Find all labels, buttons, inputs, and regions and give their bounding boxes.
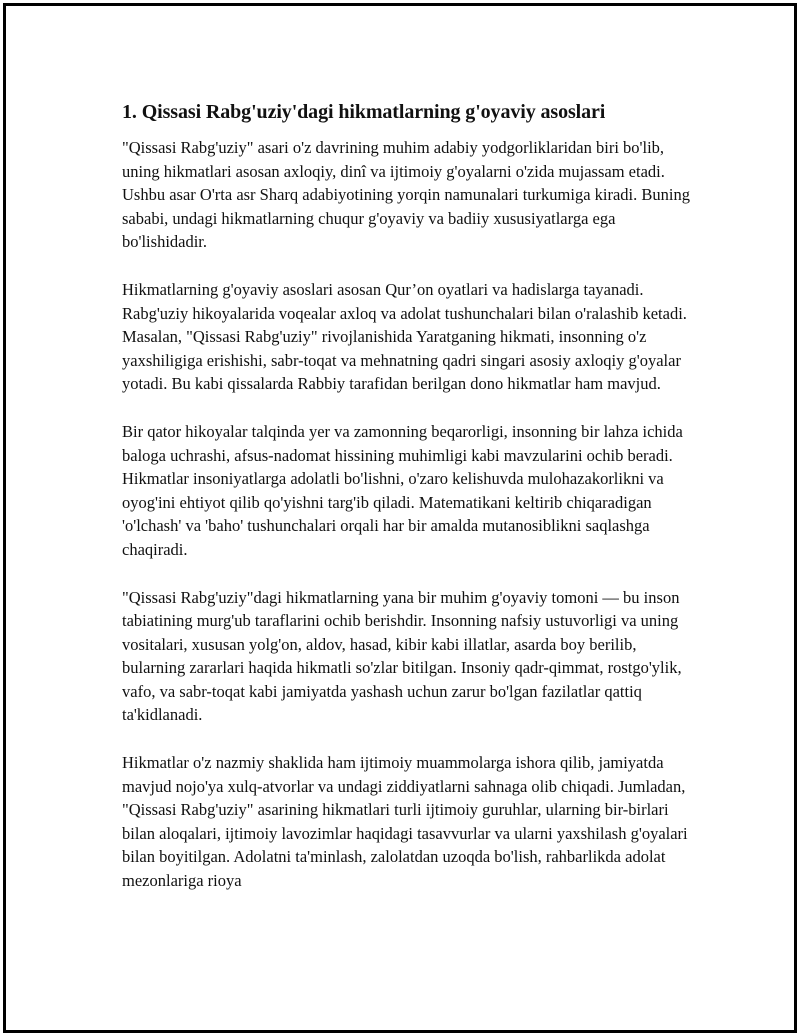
paragraph-5: Hikmatlar o'z nazmiy shaklida ham ijtimoiy muammolarga ishora qilib, jamiyatda mavjud nojo'ya xulq-atvorlar va undagi ziddiyatlarni sahnaga olib chiqadi. Jumladan, "Qissasi Rabg'uziy" asarining hikmatlari turli ijtimoiy guruhlar, ularning bir-birlari bilan aloqalari, ijtimoiy lavozimlar haqidagi tasavvurlar va ularni yaxshilash g'oyalari bilan boyitilgan. Adolatni ta'minlash, zalolatdan uzoqda bo'lish, rahbarlikda adolat mezonlariga rioya xyxy=(122,753,688,891)
paragraph-1: "Qissasi Rabg'uziy" asari o'z davrining muhim adabiy yodgorliklaridan biri bo'lib, uning hikmatlari asosan axloqiy, dinî va ijtimoiy g'oyalarni o'zida mujassam etadi. Ushbu asar O'rta asr Sharq adabiyotining yorqin namunalari turkumiga kiradi. Buning sababi, undagi hikmatlarning chuqur g'oyaviy va badiiy xususiyatlarga ega bo'lishidadir. xyxy=(122,138,690,252)
page-frame xyxy=(3,3,797,1033)
paragraph-2: Hikmatlarning g'oyaviy asoslari asosan Qur’on oyatlari va hadislarga tayanadi. Rabg'uziy hikoyalarida voqealar axloq va adolat tushunchalari bilan o'ralashib ketadi. Masalan, "Qissasi Rabg'uziy" rivojlanishida Yaratganing hikmati, insonning o'z yaxshiligiga erishishi, sabr-toqat va mehnatning qadri singari asosiy axloqiy g'oyalar yotadi. Bu kabi qissalarda Rabbiy tarafidan berilgan dono hikmatlar ham mavjud. xyxy=(122,279,687,394)
paragraph-4: "Qissasi Rabg'uziy"dagi hikmatlarning yana bir muhim g'oyaviy tomoni — bu inson tabiatining murg'ub taraflarini ochib berishdir. Insonning nafsiy ustuvorligi va uning vositalari, xususan yolg'on, aldov, hasad, kibir kabi illatlar, asarda boy berilib, bularning zararlari haqida hikmatli so'zlar bitilgan. Insoniy qadr-qimmat, rostgo'ylik, vafo, va sabr-toqat kabi jamiyatda yashash uchun zarur bo'lgan fazilatlar qattiq ta'kidlanadi. xyxy=(122,587,682,725)
paragraph-3: Bir qator hikoyalar talqinda yer va zamonning beqarorligi, insonning bir lahza ichida baloga uchrashi, afsus-nadomat hissining muhimligi kabi mavzularini ochib beradi. Hikmatlar insoniyatlarga adolatli bo'lishni, o'zaro kelishuvda mulohazakorlikni va oyog'ini ehtiyot qilib qo'yishni targ'ib qiladi. Matematikani keltirib chiqaradigan 'o'lchash' va 'baho' tushunchalari orqali har bir amalda mutanosiblikni saqlashga chaqiradi. xyxy=(122,421,683,559)
document-body xyxy=(122,98,692,917)
section-title: 1. Qissasi Rabg'uziy'dagi hikmatlarning g'oyaviy asoslari xyxy=(122,101,606,123)
